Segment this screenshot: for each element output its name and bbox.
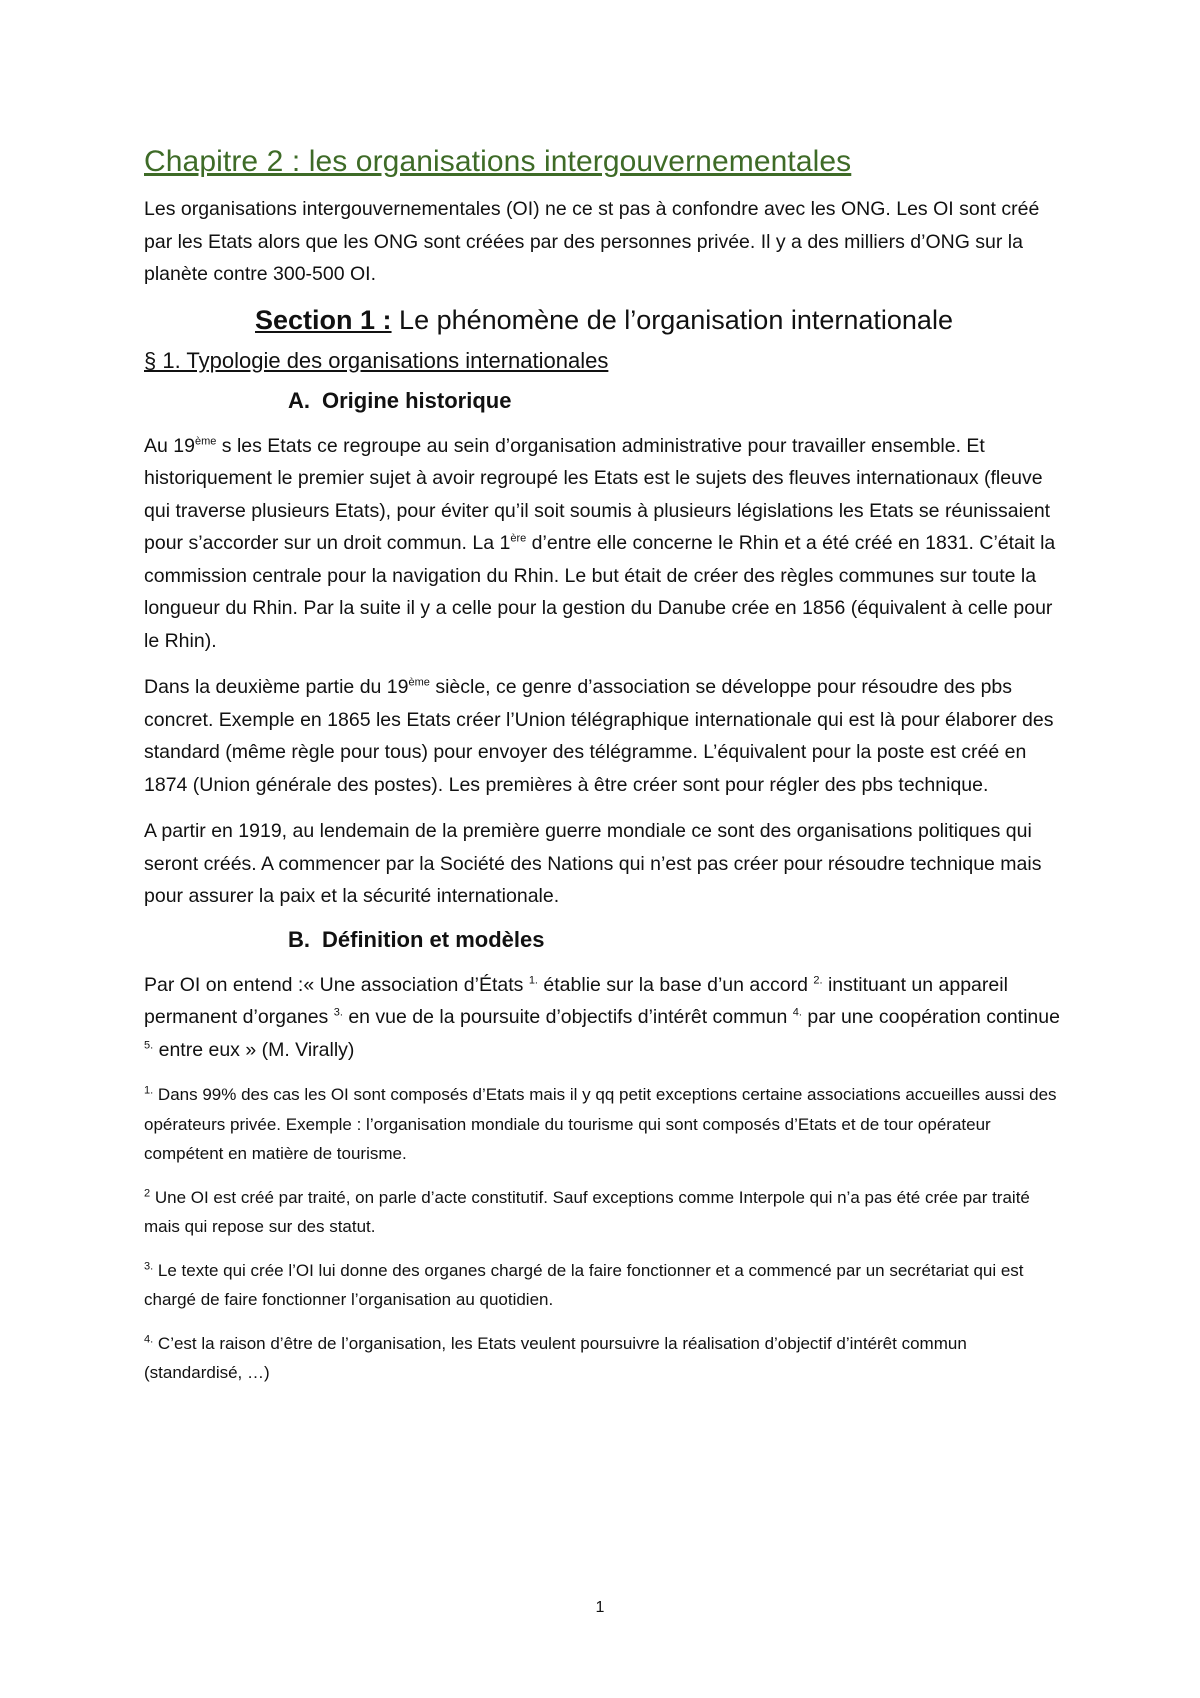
footnote-mark: 1. [144,1084,154,1097]
text-run: Dans la deuxième partie du 19 [144,676,409,698]
text-run: Par OI on entend :« Une association d’États [144,973,529,996]
origin-paragraph-2 [144,671,1064,801]
subheading-a-title: Origine historique [322,387,512,413]
text-run: instituant un appareil permanent d’organes [144,973,1008,1028]
section-label: Section 1 : [255,304,392,335]
footnote-ref: 1. [528,974,538,986]
text-run: siècle, ce genre d’association se développe pour résoudre des pbs concret. Exemple en 1865 les Etats créer l’Union télégraphique internationale qui est là pour élaborer des standard (même règle pour tous) pour envoyer des télégramme. L’équivalent pour la poste est créé en 1874 (Union générale des postes). Les premières à être créer sont pour régler des pbs technique. [144,676,1054,796]
definition-paragraph [144,969,1064,1067]
superscript: ème [408,676,430,689]
footnote-3 [144,1256,1064,1315]
text-run: d’entre elle concerne le Rhin et a été créé en 1831. C’était la commission centrale pour la navigation du Rhin. Le but était de créer des règles communes sur toute la longueur du Rhin. Par la suite il y a celle pour la gestion du Danube crée en 1856 (équivalent à celle pour le Rhin). [144,532,1056,652]
section-title-text: Le phénomène de l’organisation internationale [391,304,953,335]
subheading-a-letter: A. [288,387,310,413]
page-number: 1 [595,1599,605,1616]
subheading-b [288,927,1064,953]
subheading-a [288,388,1064,414]
footnote-text: Le texte qui crée l’OI lui donne des organes chargé de la faire fonctionner et a commencé par un secrétariat qui est chargé de faire fonctionner l’organisation au quotidien. [144,1260,1024,1309]
subheading-b-title: Définition et modèles [322,926,545,952]
footnote-text: Dans 99% des cas les OI sont composés d’Etats mais il y qq petit exceptions certaine associations accueilles aussi des opérateurs privée. Exemple : l’organisation mondiale du tourisme qui sont composés d’Etats et de tour opérateur compétent en matière de tourisme. [144,1085,1057,1163]
footnote-text: Une OI est créé par traité, on parle d’acte constitutif. Sauf exceptions comme Interpole qui n’a pas été crée par traité mais qui repose sur des statut. [144,1187,1030,1236]
subheading-b-letter: B. [288,926,310,952]
origin-paragraph-3: A partir en 1919, au lendemain de la première guerre mondiale ce sont des organisations politiques qui seront créés. A commencer par la Société des Nations qui n’est pas créer pour résoudre technique mais pour assurer la paix et la sécurité internationale. [144,820,1042,907]
footnote-4 [144,1329,1064,1388]
footnote-1 [144,1080,1064,1169]
footnote-ref: 5. [144,1039,154,1051]
superscript: ère [510,532,527,545]
intro-paragraph: Les organisations intergouvernementales (OI) ne ce st pas à confondre avec les ONG. Les OI sont créé par les Etats alors que les ONG sont créées par des personnes privée. Il y a des milliers d’ONG sur la planète contre 300-500 OI. [144,198,1040,285]
section-heading [144,305,1064,336]
text-run: par une coopération continue [801,1006,1060,1028]
text-run: entre eux » (M. Virally) [153,1038,355,1061]
footnote-ref: 2. [813,974,823,986]
footnote-text: C’est la raison d’être de l’organisation, les Etats veulent poursuivre la réalisation d’objectif d’intérêt commun (standardisé, …) [144,1333,967,1382]
chapter-title: Chapitre 2 : les organisations intergouvernementales [144,145,852,178]
text-run: s les Etats ce regroupe au sein d’organisation administrative pour travailler ensemble. Et historiquement le premier sujet à avoir regroupé les Etats est le sujets des fleuves internationaux (fleuve qui traverse plusieurs Etats), pour éviter qu’il soit soumis à plusieurs législations les Etats se réunissaient pour s’accorder sur un droit commun. La 1 [144,434,1051,554]
origin-paragraph-1 [144,430,1064,658]
document-page [144,145,1064,1402]
superscript: ème [194,435,217,447]
text-run: Au 19 [144,434,195,457]
footnote-mark: 4. [144,1332,154,1345]
footnote-mark: 3. [144,1259,154,1272]
text-run: établie sur la base d’un accord [538,973,814,996]
footnote-mark: 2 [144,1186,151,1199]
text-run: en vue de la poursuite d’objectifs d’intérêt commun [342,1006,793,1028]
footnote-2 [144,1183,1064,1242]
footnote-ref: 4. [792,1006,802,1019]
footnote-ref: 3. [333,1006,343,1019]
paragraph-heading: § 1. Typologie des organisations internationales [144,347,609,373]
